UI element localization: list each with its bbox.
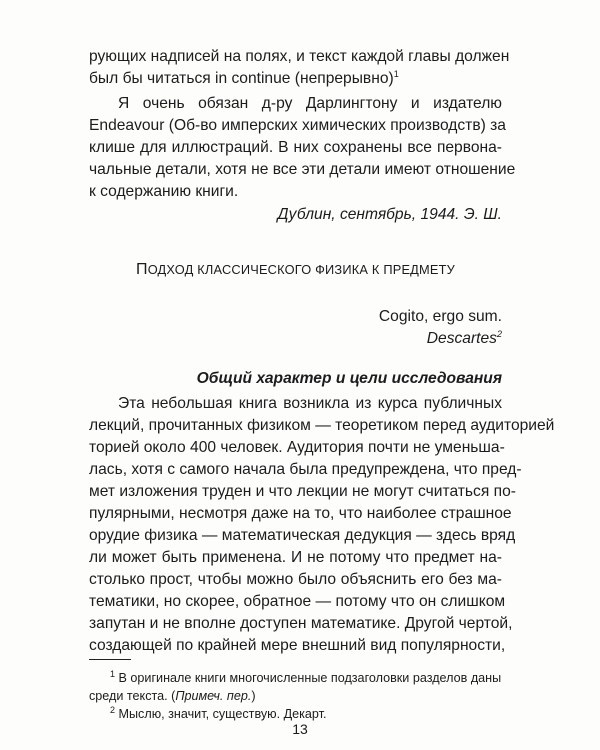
epigraph-author [89,328,502,350]
author-name: Descartes [426,330,497,347]
text-line: пулярными, несмотря даже на то, что наиболее страшное [89,505,512,522]
footnote-mark: 2 [110,704,116,715]
page-number: 13 [292,721,308,737]
text-line: Я очень обязан д-ру Дарлингтону и издателю [118,95,502,112]
text-line: Endeavour (Об-во имперских химических производств) за [89,117,506,134]
footnote-text: ) [251,689,256,703]
text-line: лась, хотя с самого начала была предупреждена, что пред- [89,461,522,478]
footnote-italic: Примеч. пер. [175,689,252,703]
text-line: к содержанию книги. [89,183,239,200]
footnote-ref: 2 [496,328,502,339]
footnote-text: среди текста. ( [89,689,176,703]
text-line: чальные детали, хотя не все эти детали имеют отношение [89,161,516,178]
text-line: тематики, но скорее, обратное — потому что он слишком [89,593,506,610]
signature: Дублин, сентябрь, 1944. Э. Ш. [277,206,502,223]
footnote-mark: 1 [110,668,116,679]
epigraph-quote: Cogito, ergo sum. [378,308,502,325]
title-rest: ОДХОД КЛАССИЧЕСКОГО ФИЗИКА К ПРЕДМЕТУ [147,262,455,277]
text-fragment: был бы читаться in continue (непрерывно) [89,70,394,87]
text-line: торией около 400 человек. Аудитория почти не уменьша- [89,439,505,456]
text-line: запутан и не вполне доступен математике. Другой чертой, [89,615,513,632]
chapter-title [89,259,502,281]
text-line: создающей по крайней мере внешний вид популярности, [89,637,506,654]
text-line: Эта небольшая книга возникла из курса публичных [118,395,502,412]
footnote-divider [89,659,131,660]
section-title: Общий характер и цели исследования [196,370,502,387]
footnote-1 [110,669,502,687]
text-line: лекций, прочитанных физиком — теоретиком перед аудиторией [89,417,555,434]
footnote-ref: 1 [393,68,399,79]
text-line [89,68,502,90]
text-line: рующих надписей на полях, и текст каждой главы должен [89,48,510,65]
text-line: столько прост, чтобы можно было объяснить его без ма- [89,571,502,588]
footnote-text: Мыслю, значит, существую. Декарт. [115,707,327,721]
text-line: мет изложения труден и что лекции не могут считаться по- [89,483,516,500]
text-line: клише для иллюстраций. В них сохранены все первона- [89,139,502,156]
title-initial: П [135,261,148,278]
footnote-text: В оригинале книги многочисленные подзаголовки разделов даны [115,671,502,685]
text-line: орудие физика — математическая дедукция — здесь вряд [89,527,516,544]
footnote-1-continued [89,687,502,705]
text-line: ли может быть применена. И не потому что предмет на- [89,549,502,566]
